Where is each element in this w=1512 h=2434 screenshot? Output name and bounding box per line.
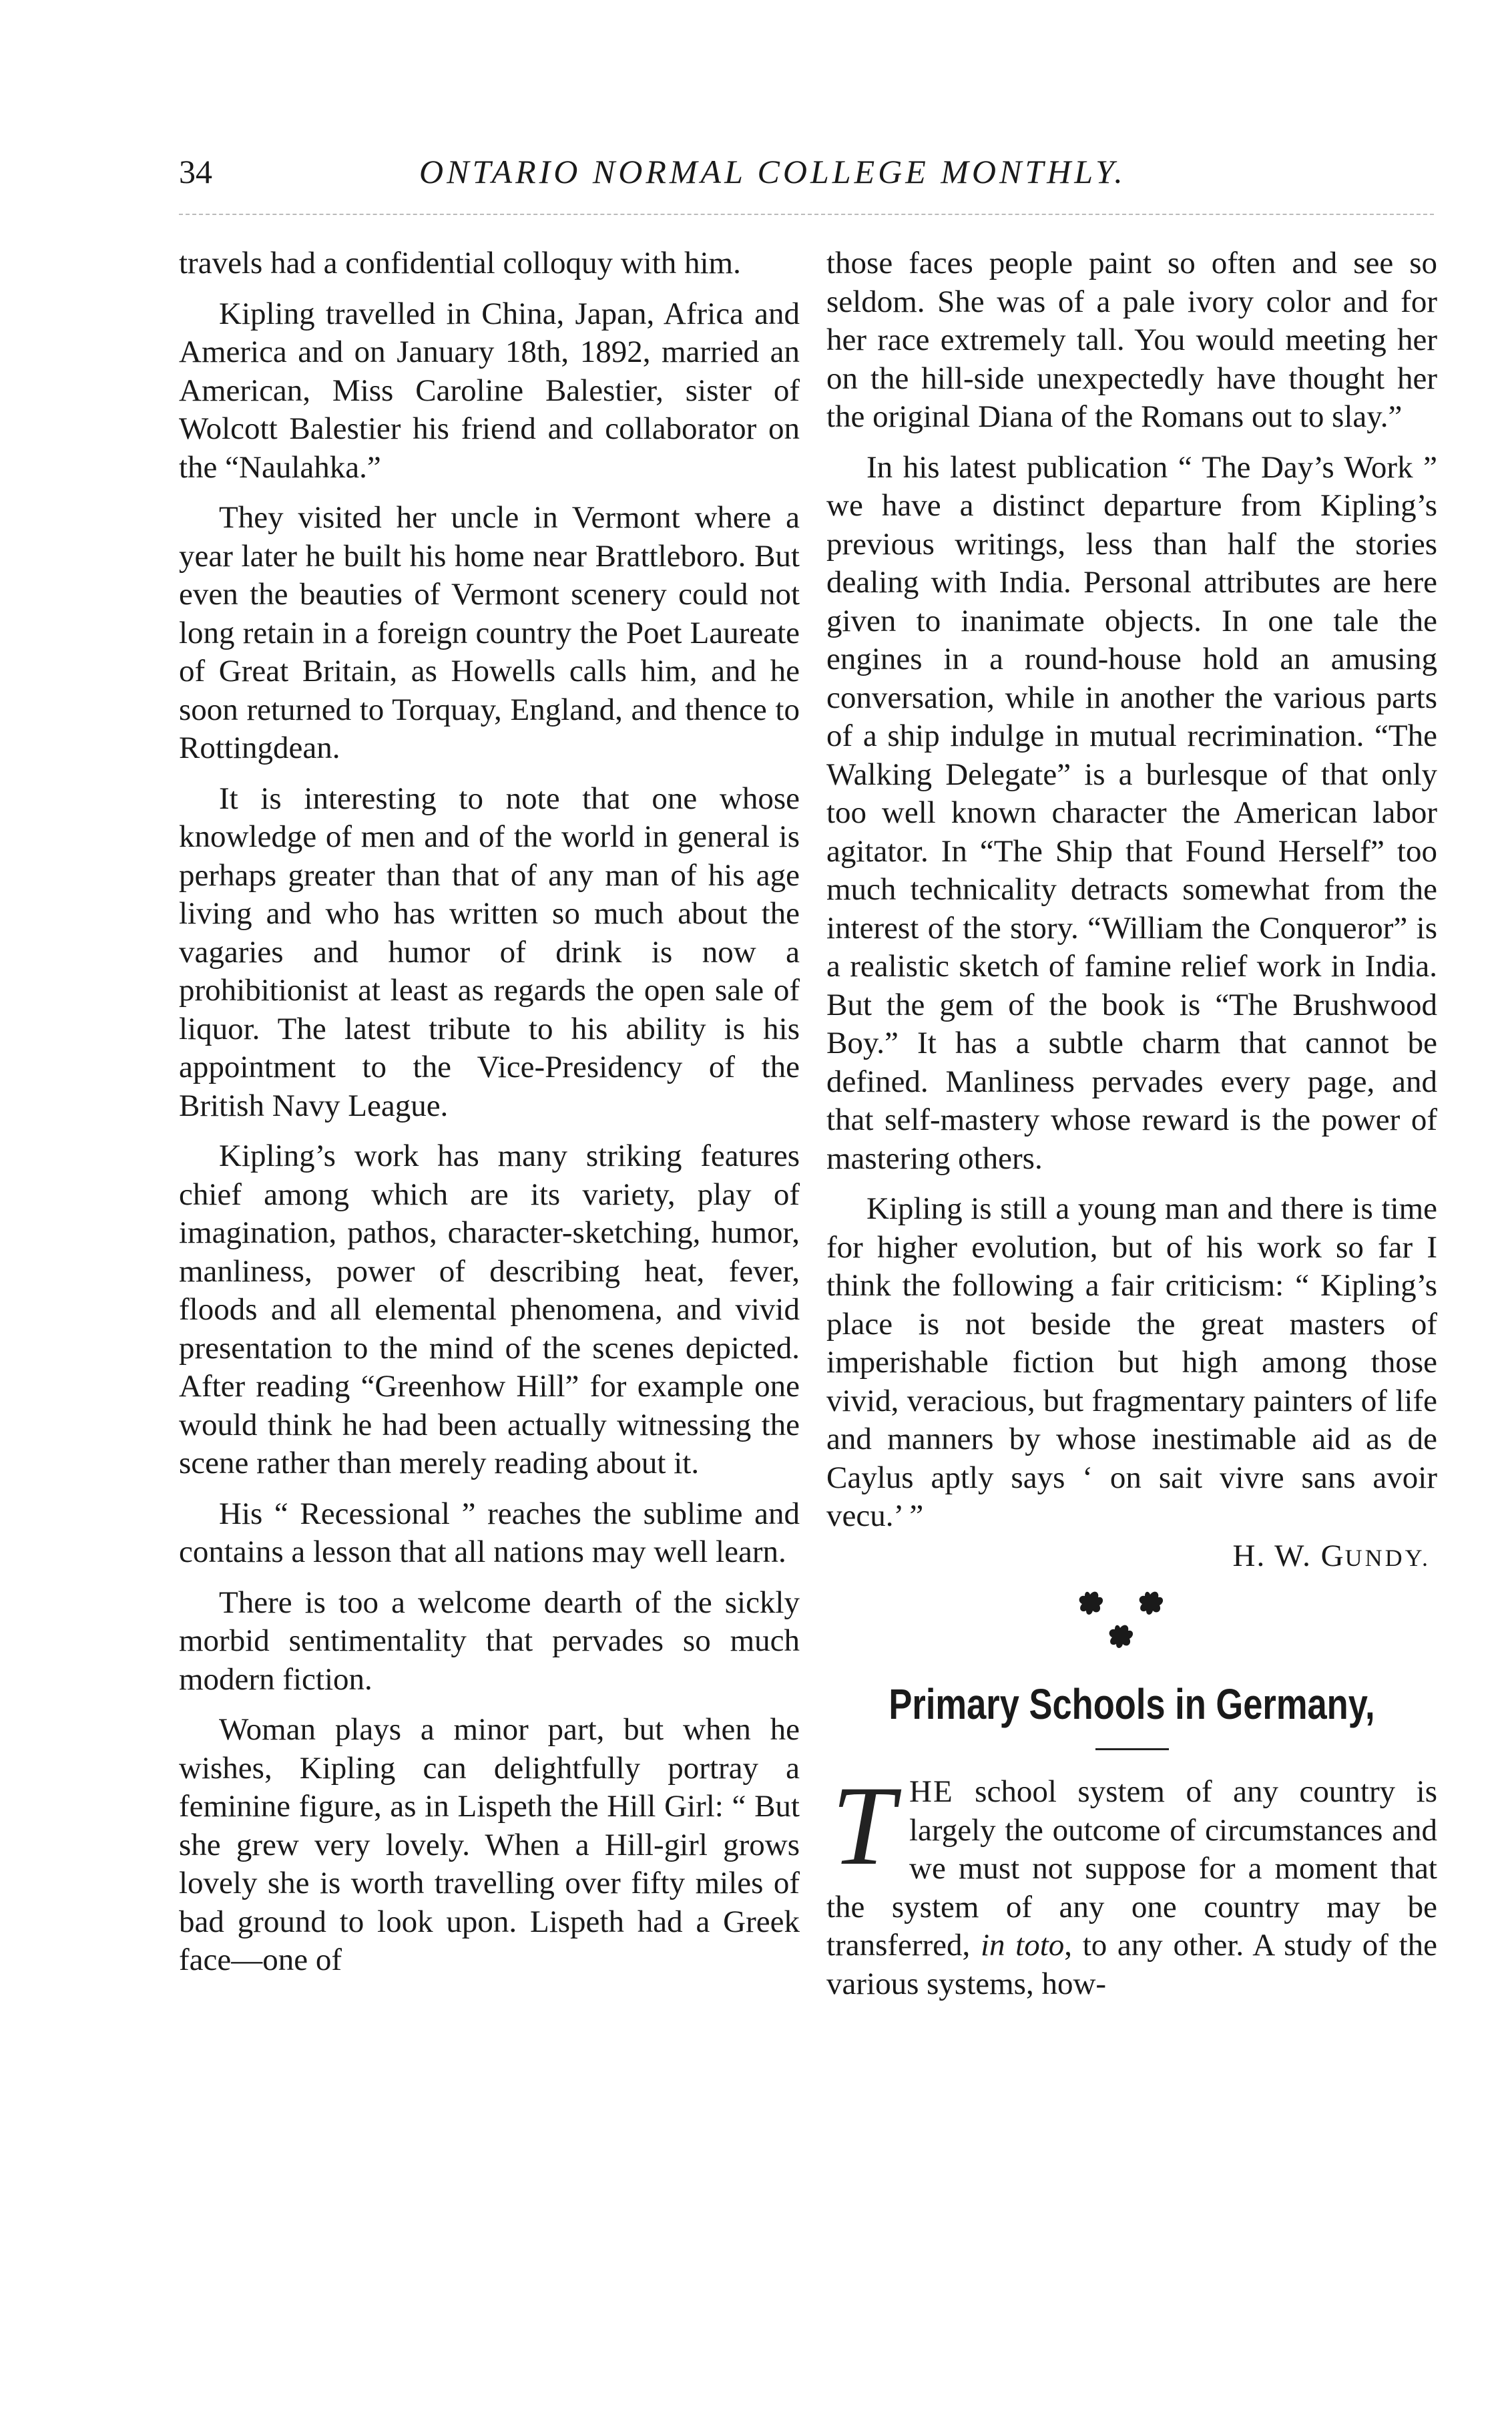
fleuron-triad-icon [826,1577,1437,1664]
paragraph: In his latest publication “ The Day’s Work ” we have a distinct departure from Kipling’s previous writings, less than half the stories dealing with India. Personal attributes are here given to inanimate objects. In one tale the engines in a round-house hold an amusing conversation, while in another the various parts of a ship indulge in mutual recrimination. “The Walking Delegate” is a burlesque of that only too well known character the American labor agitator. In “The Ship that Found Herself” too much technicality detracts somewhat from the interest of the story. “William the Conqueror” is a realistic sketch of famine relief work in India. But the gem of the book is “The Brushwood Boy.” It has a subtle charm that cannot be defined. Manliness pervades every page, and that self-mastery whose reward is the power of mastering others. [826,449,1437,1176]
paragraph: Woman plays a minor part, but when he wishes, Kipling can delightfully portray a feminine figure, as in Lispeth the Hill Girl: “ But she grew very lovely. When a Hill-girl grows lovely she is worth travelling over fifty miles of bad ground to look upon. Lispeth had a Greek face—one of [179,1712,800,1977]
author-signature [826,1537,1431,1578]
paragraph: There is too a welcome dearth of the sickly morbid sentimentality that pervades so much modern fiction. [179,1585,800,1697]
page-number: 34 [179,153,212,190]
paragraph: Kipling’s work has many striking features chief among which are its variety, play of imagination, pathos, character-sketching, humor, manliness, power of describing heat, fever, floods and all elemental phenomena, and vivid presentation to the mind of the scenes depicted. After reading “Greenhow Hill” for example one would think he had been actually witnessing the scene rather than merely reading about it. [179,1139,800,1480]
header-divider [179,214,1434,215]
signature-initials: H. W. G [1232,1538,1345,1573]
paragraph: Kipling is still a young man and there is time for higher evolution, but of his work so far I think the following a fair criticism: “ Kipling’s place is not beside the great masters of imperishable fiction but high among those vivid, veracious, but fragmentary painters of life and manners by whose inestimable aid as de Caylus aptly says ‘ on sait vivre sans avoir vecu.’ ” [826,1191,1437,1533]
paragraph: Kipling travelled in China, Japan, Africa and America and on January 18th, 1892, married an American, Miss Caroline Balestier, sister of Wolcott Balestier his friend and collaborator on the “Naulahka.” [179,296,800,485]
left-column [179,244,800,1980]
paragraph-text-end: , to any other. A study of the various systems, how- [826,1928,1437,2001]
section-heading: Primary Schools in Germany, [889,1680,1375,1728]
italic-phrase: in toto [980,1928,1065,1963]
heading-divider [1095,1748,1169,1750]
running-title: ONTARIO NORMAL COLLEGE MONTHLY. [419,153,1126,190]
section-ornament [826,1577,1437,1664]
paragraph: travels had a confidential colloquy with him. [179,246,741,280]
paragraph: those faces people paint so often and see so seldom. She was of a pale ivory color and for her race extremely tall. You would meeting her on the hill-side unexpectedly have thought her the original Diana of the Romans out to slay.” [826,246,1437,434]
paragraph: They visited her uncle in Vermont where a year later he built his home near Brattleboro. But even the beauties of Vermont scenery could not long retain in a foreign country the Poet Laureate of Great Britain, as Howells calls him, and he soon returned to Torquay, England, and thence to Rottingdean. [179,500,800,765]
paragraph: His “ Recessional ” reaches the sublime and contains a lesson that all nations may well learn. [179,1496,800,1569]
paragraph-lead-word: HE [909,1774,954,1809]
paragraph [826,1763,1437,2003]
right-column [826,244,1437,2003]
drop-cap-letter: T [831,1763,895,1888]
paragraph-text: school system of any country is largely the outcome of circumstances and we must not suppose for a moment that the system of any one country may be transferred, [826,1774,1437,1963]
signature-smallcaps: UNDY. [1344,1544,1431,1571]
drop-cap-paragraph [826,1763,1437,2003]
page-header [179,152,1434,206]
paragraph: It is interesting to note that one whose knowledge of men and of the world in general is perhaps greater than that of any man of his age living and who has written so much about the vagaries and humor of drink is now a prohibitionist at least as regards the open sale of liquor. The latest tribute to his ability is his appointment to the Vice-Presidency of the British Navy League. [179,781,800,1123]
